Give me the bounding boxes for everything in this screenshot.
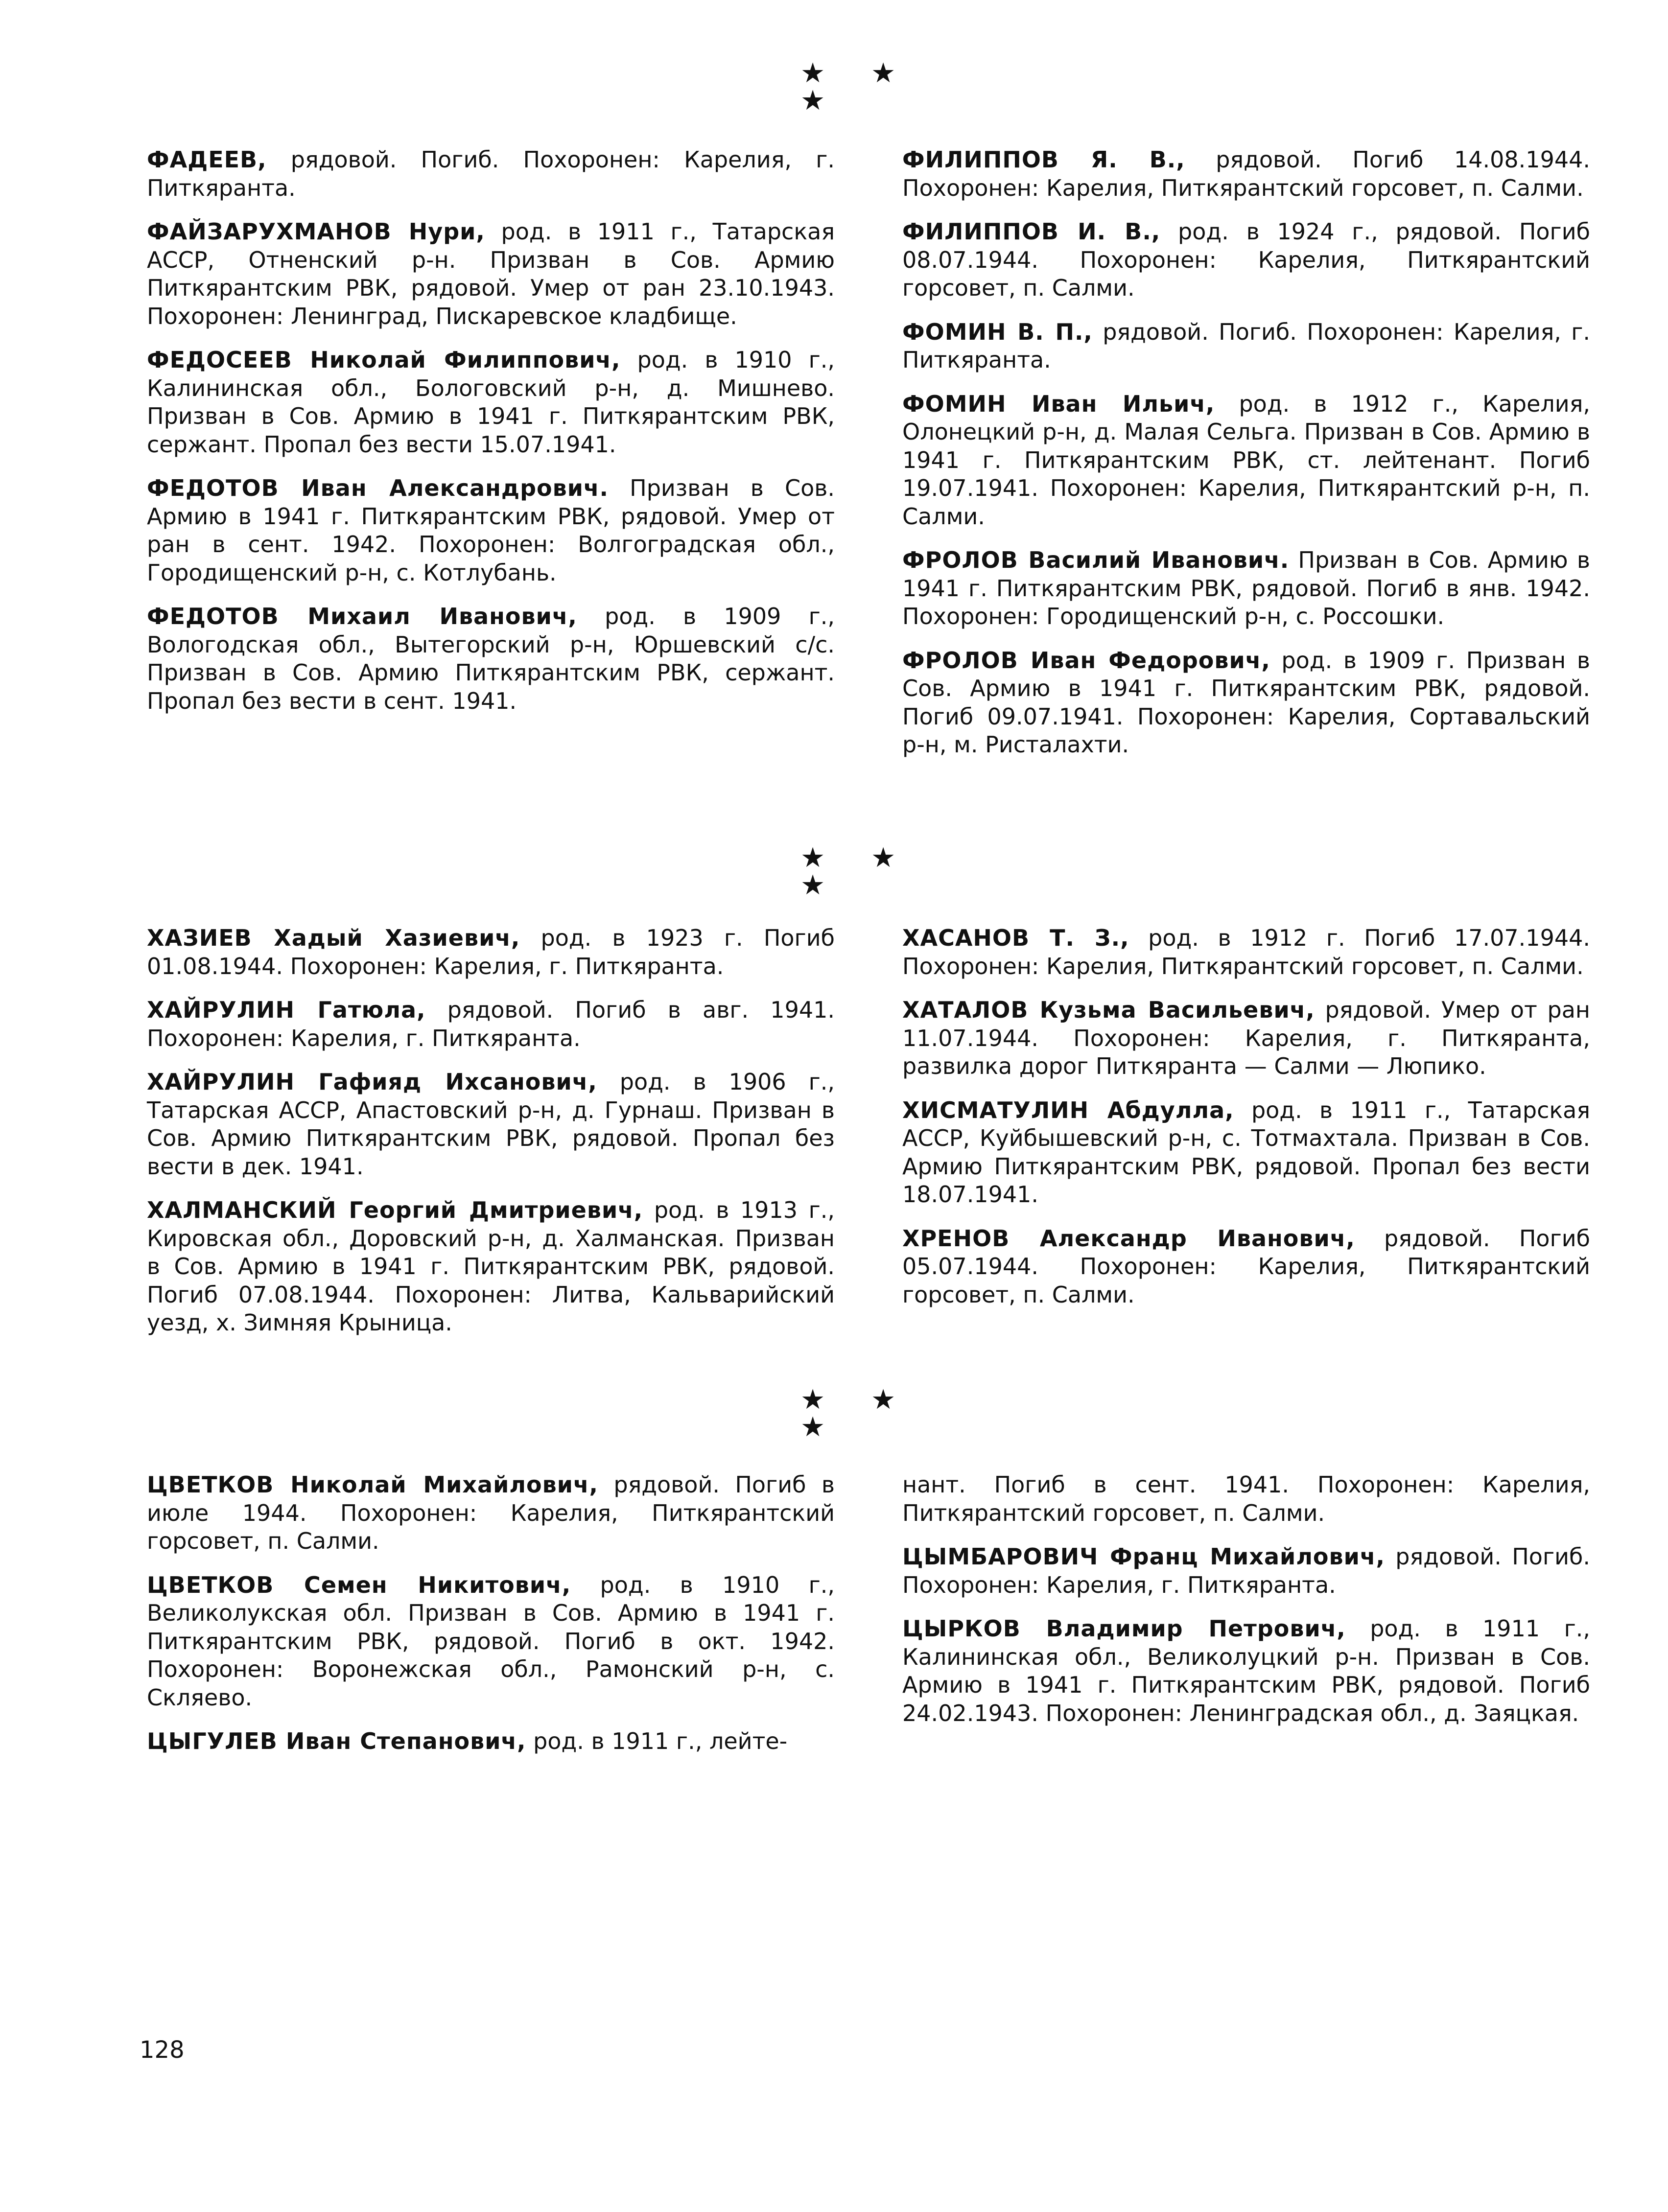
entry-name: ФОМИН Иван Ильич, [902,390,1215,417]
entry-text: род. в 1911 г., Татарская АССР, Куйбышевский р-н, с. Тотмахтала. Призван в Сов. Армию Питкярантским РВК, рядовой. Пропал без вести 18.07.1941. [902,1096,1591,1208]
entry-text: рядовой. Погиб. Похоронен: Карелия, г. Питкяранта. [902,318,1590,373]
entry-text: род. в 1910 г., Великолукская обл. Призван в Сов. Армию в 1941 г. Питкярантским РВК, рядовой. Погиб в окт. 1942. Похоронен: Воронежская обл., Рамонский р-н, с. Скляево. [147,1571,835,1711]
section-separator: ★ ★ ★ [800,1384,915,1443]
entry-text: нант. Погиб в сент. 1941. Похоронен: Карелия, Питкярантский горсовет, п. Салми. [902,1471,1590,1526]
entry-text: род. в 1912 г. Погиб 17.07.1944. Похоронен: Карелия, Питкярантский горсовет, п. Салми. [902,925,1590,979]
entry-text: рядовой. Умер от ран 11.07.1944. Похоронен: Карелия, г. Питкяранта, развилка дорог Питкяранта — Салми — Люпико. [902,997,1590,1079]
entry [902,1225,1590,1309]
entry-name: ЦЫМБАРОВИЧ Франц Михайлович, [902,1543,1385,1570]
entry [902,996,1590,1081]
entry-name: ФОМИН В. П., [902,318,1093,345]
section-separator: ★ ★ ★ [800,57,915,116]
entry-text: род. в 1923 г. Погиб 01.08.1944. Похоронен: Карелия, г. Питкяранта. [147,925,835,979]
entry-text: Призван в Сов. Армию в 1941 г. Питкярантским РВК, рядовой. Погиб в янв. 1942. Похоронен: Городищенский р-н, с. Россошки. [902,547,1590,629]
entry-name: ФРОЛОВ Василий Иванович. [902,547,1290,573]
entry-text: род. в 1913 г., Кировская обл., Доровский р-н, д. Халманская. Призван в Сов. Армию в 1941 г. Питкярантским РВК, рядовой. Погиб 07.08.1944. Похоронен: Литва, Кальварийский уезд, х. Зимняя Крыница. [147,1197,835,1336]
entry [147,1727,835,1756]
entry [902,218,1590,303]
entry-text: рядовой. Погиб. Похоронен: Карелия, г. Питкяранта. [147,146,835,201]
entry-name: ХРЕНОВ Александр Иванович, [902,1225,1355,1252]
entry [147,1196,835,1337]
left-column [147,1471,835,1771]
entry-text: рядовой. Погиб в авг. 1941. Похоронен: Карелия, г. Питкяранта. [147,997,835,1051]
entry-text: род. в 1924 г., рядовой. Погиб 08.07.1944. Похоронен: Карелия, Питкярантский горсовет, п. Салми. [902,218,1590,301]
entry-text: род. в 1906 г., Татарская АССР, Апастовский р-н, д. Гурнаш. Призван в Сов. Армию Питкярантским РВК, рядовой. Пропал без вести в дек. 1941. [147,1069,835,1180]
entry-name: ЦЫГУЛЕВ Иван Степанович, [147,1728,526,1754]
entry [147,1068,835,1181]
entry-text: род. в 1910 г., Калининская обл., Бологовский р-н, д. Мишнево. Призван в Сов. Армию в 1941 г. Питкярантским РВК, сержант. Пропал без вести 15.07.1941. [147,347,835,458]
entry-text: рядовой. Погиб 14.08.1944. Похоронен: Карелия, Питкярантский горсовет, п. Салми. [902,146,1590,201]
entry [147,603,835,715]
entry-name: ФРОЛОВ Иван Федорович, [902,647,1270,674]
entry-name: ХАЛМАНСКИЙ Георгий Дмитриевич, [147,1197,643,1223]
entry [902,1543,1590,1599]
entry-name: ХАЗИЕВ Хадый Хазиевич, [147,925,520,951]
entry-name: ХАТАЛОВ Кузьма Васильевич, [902,997,1315,1023]
entry [147,1571,835,1712]
entry-name: ФИЛИППОВ И. В., [902,218,1161,245]
left-column [147,924,835,1353]
entry-name: ФАДЕЕВ, [147,146,267,173]
entry [902,924,1590,980]
entry-name: ФИЛИППОВ Я. В., [902,146,1185,173]
page-number: 128 [140,2036,185,2064]
entry-name: ЦВЕТКОВ Семен Никитович, [147,1571,571,1598]
entry [902,546,1590,631]
entry-name: ХАЙРУЛИН Гатюла, [147,997,426,1023]
entry-text: Призван в Сов. Армию в 1941 г. Питкярантским РВК, рядовой. Умер от ран в сент. 1942. Похоронен: Волгоградская обл., Городищенский р-н, с. Котлубань. [147,475,835,586]
entry-text: род. в 1912 г., Карелия, Олонецкий р-н, д. Малая Сельга. Призван в Сов. Армию в 1941 г. Питкярантским РВК, ст. лейтенант. Погиб 19.07.1941. Похоронен: Карелия, Питкярантский р-н, п. Салми. [902,390,1590,530]
entry-name: ЦВЕТКОВ Николай Михайлович, [147,1471,598,1498]
entry [147,146,835,202]
entry-text: род. в 1909 г. Призван в Сов. Армию в 1941 г. Питкярантским РВК, рядовой. Погиб 09.07.1941. Похоронен: Карелия, Сортавальский р-н, м. Ристалахти. [902,647,1590,758]
entry-name: ХАЙРУЛИН Гафияд Ихсанович, [147,1069,597,1095]
entry [902,1471,1590,1527]
entry [147,996,835,1052]
entry-text: рядовой. Погиб в июле 1944. Похоронен: Карелия, Питкярантский горсовет, п. Салми. [147,1471,835,1554]
right-column [902,1471,1590,1743]
entry [147,218,835,330]
entry [902,146,1590,202]
right-column [902,924,1590,1325]
entry-name: ФАЙЗАРУХМАНОВ Нури, [147,218,485,245]
entry-text: рядовой. Погиб. Похоронен: Карелия, г. Питкяранта. [902,1543,1590,1598]
entry-text: род. в 1911 г., Калининская обл., Великолуцкий р-н. Призван в Сов. Армию в 1941 г. Питкярантским РВК, рядовой. Погиб 24.02.1943. Похоронен: Ленинградская обл., д. Заяцкая. [902,1615,1590,1726]
right-column [902,146,1590,775]
entry-name: ХАСАНОВ Т. З., [902,925,1129,951]
left-column [147,146,835,731]
entry-text: род. в 1911 г., лейте- [526,1728,788,1754]
entry [902,1096,1590,1209]
entry-name: ЦЫРКОВ Владимир Петрович, [902,1615,1346,1642]
entry-text: род. в 1909 г., Вологодская обл., Вытегорский р-н, Юршевский с/с. Призван в Сов. Армию Питкярантским РВК, сержант. Пропал без вести в сент. 1941. [147,603,835,714]
entry [147,924,835,980]
entry [147,1471,835,1556]
entry-name: ХИСМАТУЛИН Абдулла, [902,1096,1234,1123]
entry-name: ФЕДОТОВ Михаил Иванович, [147,603,577,629]
entry-name: ФЕДОСЕЕВ Николай Филиппович, [147,347,621,373]
entry-text: род. в 1911 г., Татарская АССР, Отненский р-н. Призван в Сов. Армию Питкярантским РВК, рядовой. Умер от ран 23.10.1943. Похоронен: Ленинград, Пискаревское кладбище. [147,218,835,329]
section-separator: ★ ★ ★ [800,842,915,901]
entry [147,346,835,459]
entry-text: рядовой. Погиб 05.07.1944. Похоронен: Карелия, Питкярантский горсовет, п. Салми. [902,1225,1591,1308]
entry [902,647,1590,759]
entry [902,1615,1590,1727]
entry [902,390,1590,531]
entry-name: ФЕДОТОВ Иван Александрович. [147,475,609,501]
entry [902,318,1590,374]
entry [147,474,835,587]
